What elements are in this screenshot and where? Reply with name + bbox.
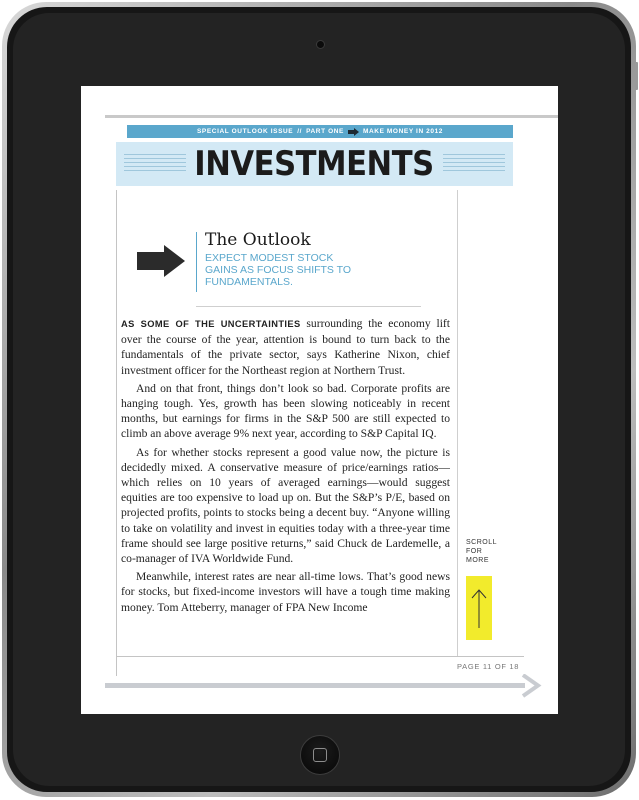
title-decoration-right (443, 154, 505, 174)
title-band (116, 142, 513, 186)
deck-divider (196, 306, 421, 307)
article-paragraph (121, 316, 450, 378)
column-divider (457, 190, 458, 656)
top-rule (105, 115, 558, 118)
volume-button (635, 62, 638, 90)
banner-topic: MAKE MONEY IN 2012 (362, 128, 444, 135)
right-arrow-icon (137, 245, 185, 277)
article-paragraph: And on that front, things don’t look so bad. Corporate profits are hanging tough. Yes, growth has been slowing noticeably in recent months, but earnings for firms in the S&P 500 are still expected to climb an above average 9% next year, according to S&P Capital IQ. (121, 381, 450, 441)
scroll-button[interactable] (466, 576, 492, 640)
scroll-hint-line: MORE (466, 557, 489, 564)
home-button[interactable] (300, 735, 340, 775)
paragraph-text: surrounding the economy lift over the course of the year, attention is bound to turn back to the fundamentals of the private sector, says Katherine Nixon, chief investment officer for the Northeast region at Northern Trust. (121, 317, 450, 377)
next-page-arrow-icon[interactable] (105, 674, 545, 698)
lead-in: AS SOME OF THE UNCERTAINTIES (121, 319, 301, 329)
up-arrow-icon (466, 576, 492, 640)
page-indicator: PAGE 11 OF 18 (457, 662, 520, 671)
camera-icon (316, 40, 325, 49)
article-paragraph: Meanwhile, interest rates are near all-time lows. That’s good news for stocks, but fixed-income investors will have a tough time making money. Tom Atteberry, manager of FPA New Income (121, 570, 450, 614)
scroll-hint-line: FOR (466, 548, 483, 555)
banner-separator: // (297, 128, 303, 135)
outlook-title: The Outlook (205, 230, 311, 250)
banner-part: PART ONE (306, 128, 344, 135)
banner-arrow-icon (348, 129, 359, 135)
scroll-hint (466, 538, 506, 565)
scroll-hint-line: SCROLL (466, 539, 498, 546)
title-decoration-left (124, 154, 186, 174)
home-button-icon (313, 748, 327, 762)
section-banner (127, 125, 513, 138)
frame-rule-left (116, 190, 117, 676)
magazine-screen[interactable] (81, 86, 558, 714)
page-title: INVESTMENTS (194, 144, 435, 184)
outlook-accent-rule (196, 232, 197, 292)
frame-rule-bottom (116, 656, 524, 657)
article-body[interactable] (121, 316, 450, 642)
banner-issue: SPECIAL OUTLOOK ISSUE (196, 128, 294, 135)
article-paragraph: As for whether stocks represent a good value now, the picture is decidedly mixed. A conservative measure of price/earnings ratios—which relies on 10 years of averaged earnings—would suggest equities are too expensive to load up on. But the S&P’s P/E, based on projected profits, points to stocks being a decent buy. “Anyone willing to take on volatility and invest in equities today with a three-year time frame should see large positive returns,” said Chuck de Lardemelle, a co-manager of IVA Worldwide Fund. (121, 445, 450, 566)
outlook-deck: EXPECT MODEST STOCK GAINS AS FOCUS SHIFTS TO FUNDAMENTALS. (205, 252, 352, 288)
